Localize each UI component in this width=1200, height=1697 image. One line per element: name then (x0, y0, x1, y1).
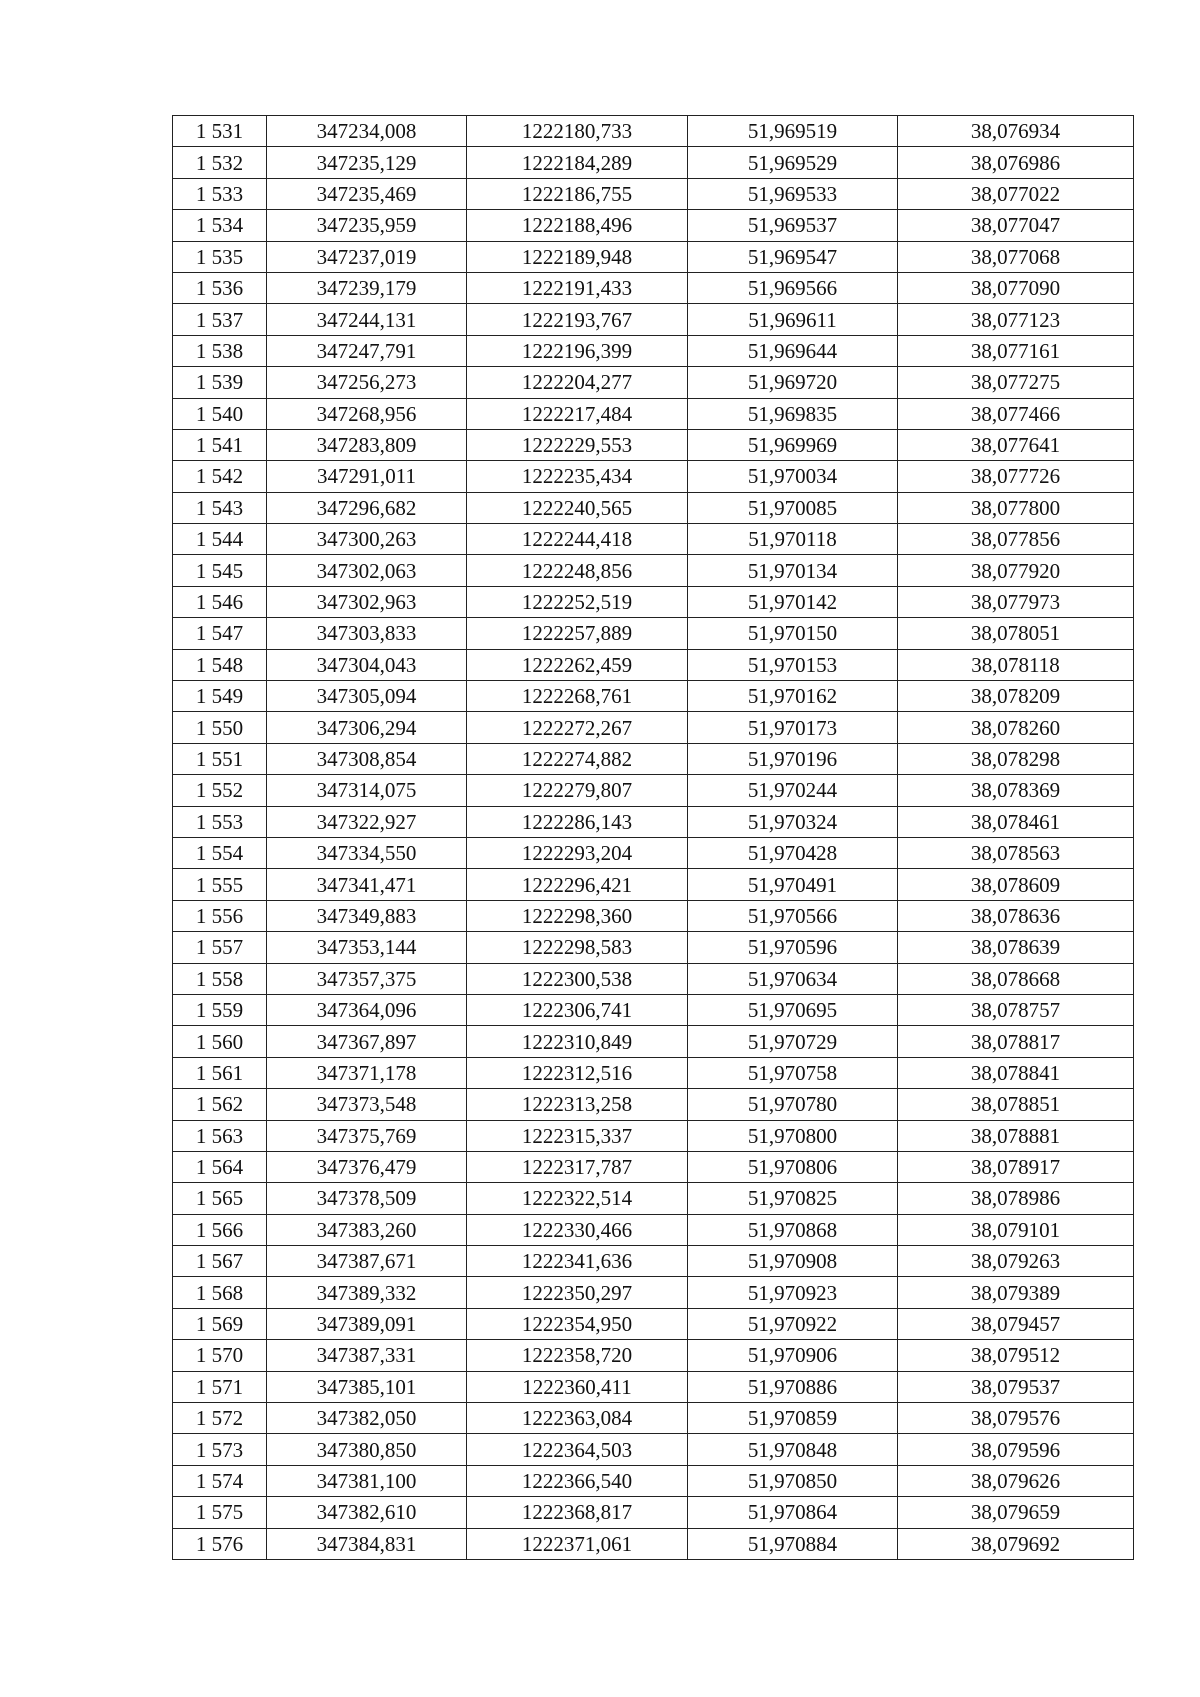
point-number-cell: 1 554 (173, 837, 267, 868)
table-row (173, 712, 1134, 743)
point-number-cell: 1 574 (173, 1465, 267, 1496)
table-row (173, 178, 1134, 209)
latitude-cell: 51,970825 (688, 1183, 898, 1214)
x-coordinate-cell: 347375,769 (267, 1120, 467, 1151)
longitude-cell: 38,078986 (898, 1183, 1134, 1214)
x-coordinate-cell: 347235,469 (267, 178, 467, 209)
latitude-cell: 51,970800 (688, 1120, 898, 1151)
longitude-cell: 38,078851 (898, 1089, 1134, 1120)
point-number-cell: 1 531 (173, 116, 267, 147)
point-number-cell: 1 534 (173, 210, 267, 241)
latitude-cell: 51,970153 (688, 649, 898, 680)
table-row (173, 649, 1134, 680)
longitude-cell: 38,079457 (898, 1308, 1134, 1339)
y-coordinate-cell: 1222268,761 (467, 681, 688, 712)
latitude-cell: 51,970886 (688, 1371, 898, 1402)
y-coordinate-cell: 1222371,061 (467, 1528, 688, 1559)
y-coordinate-cell: 1222363,084 (467, 1403, 688, 1434)
y-coordinate-cell: 1222186,755 (467, 178, 688, 209)
x-coordinate-cell: 347389,332 (267, 1277, 467, 1308)
x-coordinate-cell: 347341,471 (267, 869, 467, 900)
x-coordinate-cell: 347291,011 (267, 461, 467, 492)
table-row (173, 429, 1134, 460)
point-number-cell: 1 557 (173, 932, 267, 963)
longitude-cell: 38,077856 (898, 524, 1134, 555)
latitude-cell: 51,970596 (688, 932, 898, 963)
point-number-cell: 1 540 (173, 398, 267, 429)
point-number-cell: 1 562 (173, 1089, 267, 1120)
point-number-cell: 1 549 (173, 681, 267, 712)
y-coordinate-cell: 1222248,856 (467, 555, 688, 586)
longitude-cell: 38,078881 (898, 1120, 1134, 1151)
x-coordinate-cell: 347303,833 (267, 618, 467, 649)
point-number-cell: 1 539 (173, 367, 267, 398)
latitude-cell: 51,970634 (688, 963, 898, 994)
point-number-cell: 1 548 (173, 649, 267, 680)
latitude-cell: 51,970868 (688, 1214, 898, 1245)
x-coordinate-cell: 347349,883 (267, 900, 467, 931)
y-coordinate-cell: 1222298,583 (467, 932, 688, 963)
x-coordinate-cell: 347387,331 (267, 1340, 467, 1371)
x-coordinate-cell: 347239,179 (267, 272, 467, 303)
y-coordinate-cell: 1222191,433 (467, 272, 688, 303)
longitude-cell: 38,078639 (898, 932, 1134, 963)
x-coordinate-cell: 347235,959 (267, 210, 467, 241)
table-row (173, 1214, 1134, 1245)
longitude-cell: 38,077726 (898, 461, 1134, 492)
x-coordinate-cell: 347387,671 (267, 1246, 467, 1277)
longitude-cell: 38,077800 (898, 492, 1134, 523)
table-row (173, 116, 1134, 147)
point-number-cell: 1 559 (173, 994, 267, 1025)
point-number-cell: 1 576 (173, 1528, 267, 1559)
y-coordinate-cell: 1222235,434 (467, 461, 688, 492)
table-row (173, 555, 1134, 586)
point-number-cell: 1 546 (173, 586, 267, 617)
x-coordinate-cell: 347385,101 (267, 1371, 467, 1402)
latitude-cell: 51,969644 (688, 335, 898, 366)
point-number-cell: 1 542 (173, 461, 267, 492)
y-coordinate-cell: 1222312,516 (467, 1057, 688, 1088)
y-coordinate-cell: 1222189,948 (467, 241, 688, 272)
y-coordinate-cell: 1222306,741 (467, 994, 688, 1025)
point-number-cell: 1 545 (173, 555, 267, 586)
point-number-cell: 1 563 (173, 1120, 267, 1151)
latitude-cell: 51,969566 (688, 272, 898, 303)
y-coordinate-cell: 1222188,496 (467, 210, 688, 241)
point-number-cell: 1 556 (173, 900, 267, 931)
longitude-cell: 38,078298 (898, 743, 1134, 774)
longitude-cell: 38,077090 (898, 272, 1134, 303)
latitude-cell: 51,969529 (688, 147, 898, 178)
longitude-cell: 38,079389 (898, 1277, 1134, 1308)
x-coordinate-cell: 347300,263 (267, 524, 467, 555)
y-coordinate-cell: 1222286,143 (467, 806, 688, 837)
x-coordinate-cell: 347234,008 (267, 116, 467, 147)
table-row (173, 367, 1134, 398)
x-coordinate-cell: 347389,091 (267, 1308, 467, 1339)
y-coordinate-cell: 1222272,267 (467, 712, 688, 743)
x-coordinate-cell: 347268,956 (267, 398, 467, 429)
longitude-cell: 38,078118 (898, 649, 1134, 680)
latitude-cell: 51,970162 (688, 681, 898, 712)
point-number-cell: 1 544 (173, 524, 267, 555)
x-coordinate-cell: 347353,144 (267, 932, 467, 963)
latitude-cell: 51,970244 (688, 775, 898, 806)
x-coordinate-cell: 347364,096 (267, 994, 467, 1025)
point-number-cell: 1 533 (173, 178, 267, 209)
longitude-cell: 38,079576 (898, 1403, 1134, 1434)
latitude-cell: 51,970173 (688, 712, 898, 743)
table-row (173, 869, 1134, 900)
x-coordinate-cell: 347334,550 (267, 837, 467, 868)
table-row (173, 1151, 1134, 1182)
x-coordinate-cell: 347256,273 (267, 367, 467, 398)
x-coordinate-cell: 347371,178 (267, 1057, 467, 1088)
table-row (173, 461, 1134, 492)
table-row (173, 1465, 1134, 1496)
y-coordinate-cell: 1222204,277 (467, 367, 688, 398)
point-number-cell: 1 560 (173, 1026, 267, 1057)
latitude-cell: 51,969537 (688, 210, 898, 241)
table-row (173, 1277, 1134, 1308)
latitude-cell: 51,970034 (688, 461, 898, 492)
longitude-cell: 38,079596 (898, 1434, 1134, 1465)
latitude-cell: 51,970859 (688, 1403, 898, 1434)
point-number-cell: 1 552 (173, 775, 267, 806)
y-coordinate-cell: 1222330,466 (467, 1214, 688, 1245)
y-coordinate-cell: 1222296,421 (467, 869, 688, 900)
table-row (173, 963, 1134, 994)
point-number-cell: 1 555 (173, 869, 267, 900)
point-number-cell: 1 567 (173, 1246, 267, 1277)
table-row (173, 1371, 1134, 1402)
longitude-cell: 38,079101 (898, 1214, 1134, 1245)
point-number-cell: 1 535 (173, 241, 267, 272)
x-coordinate-cell: 347384,831 (267, 1528, 467, 1559)
point-number-cell: 1 537 (173, 304, 267, 335)
y-coordinate-cell: 1222341,636 (467, 1246, 688, 1277)
y-coordinate-cell: 1222358,720 (467, 1340, 688, 1371)
longitude-cell: 38,076934 (898, 116, 1134, 147)
x-coordinate-cell: 347383,260 (267, 1214, 467, 1245)
latitude-cell: 51,970085 (688, 492, 898, 523)
longitude-cell: 38,078260 (898, 712, 1134, 743)
longitude-cell: 38,078609 (898, 869, 1134, 900)
point-number-cell: 1 571 (173, 1371, 267, 1402)
point-number-cell: 1 547 (173, 618, 267, 649)
table-row (173, 932, 1134, 963)
y-coordinate-cell: 1222298,360 (467, 900, 688, 931)
x-coordinate-cell: 347381,100 (267, 1465, 467, 1496)
coordinates-table-body (173, 116, 1134, 1560)
point-number-cell: 1 550 (173, 712, 267, 743)
latitude-cell: 51,970324 (688, 806, 898, 837)
table-row (173, 994, 1134, 1025)
longitude-cell: 38,077068 (898, 241, 1134, 272)
x-coordinate-cell: 347314,075 (267, 775, 467, 806)
x-coordinate-cell: 347304,043 (267, 649, 467, 680)
y-coordinate-cell: 1222317,787 (467, 1151, 688, 1182)
longitude-cell: 38,078917 (898, 1151, 1134, 1182)
longitude-cell: 38,077973 (898, 586, 1134, 617)
y-coordinate-cell: 1222322,514 (467, 1183, 688, 1214)
latitude-cell: 51,969611 (688, 304, 898, 335)
y-coordinate-cell: 1222252,519 (467, 586, 688, 617)
table-row (173, 618, 1134, 649)
table-row (173, 335, 1134, 366)
x-coordinate-cell: 347376,479 (267, 1151, 467, 1182)
longitude-cell: 38,077123 (898, 304, 1134, 335)
latitude-cell: 51,970806 (688, 1151, 898, 1182)
latitude-cell: 51,969519 (688, 116, 898, 147)
x-coordinate-cell: 347382,610 (267, 1497, 467, 1528)
latitude-cell: 51,970758 (688, 1057, 898, 1088)
latitude-cell: 51,970908 (688, 1246, 898, 1277)
y-coordinate-cell: 1222350,297 (467, 1277, 688, 1308)
latitude-cell: 51,970729 (688, 1026, 898, 1057)
point-number-cell: 1 561 (173, 1057, 267, 1088)
x-coordinate-cell: 347373,548 (267, 1089, 467, 1120)
x-coordinate-cell: 347244,131 (267, 304, 467, 335)
table-row (173, 900, 1134, 931)
table-row (173, 1340, 1134, 1371)
latitude-cell: 51,970566 (688, 900, 898, 931)
x-coordinate-cell: 347322,927 (267, 806, 467, 837)
y-coordinate-cell: 1222300,538 (467, 963, 688, 994)
longitude-cell: 38,079692 (898, 1528, 1134, 1559)
table-row (173, 1403, 1134, 1434)
x-coordinate-cell: 347382,050 (267, 1403, 467, 1434)
latitude-cell: 51,970922 (688, 1308, 898, 1339)
longitude-cell: 38,078563 (898, 837, 1134, 868)
table-row (173, 1308, 1134, 1339)
longitude-cell: 38,078817 (898, 1026, 1134, 1057)
table-row (173, 1089, 1134, 1120)
y-coordinate-cell: 1222315,337 (467, 1120, 688, 1151)
table-row (173, 272, 1134, 303)
y-coordinate-cell: 1222184,289 (467, 147, 688, 178)
point-number-cell: 1 570 (173, 1340, 267, 1371)
point-number-cell: 1 565 (173, 1183, 267, 1214)
latitude-cell: 51,970850 (688, 1465, 898, 1496)
table-row (173, 492, 1134, 523)
longitude-cell: 38,079512 (898, 1340, 1134, 1371)
point-number-cell: 1 564 (173, 1151, 267, 1182)
x-coordinate-cell: 347235,129 (267, 147, 467, 178)
longitude-cell: 38,077161 (898, 335, 1134, 366)
x-coordinate-cell: 347378,509 (267, 1183, 467, 1214)
y-coordinate-cell: 1222193,767 (467, 304, 688, 335)
point-number-cell: 1 538 (173, 335, 267, 366)
table-row (173, 524, 1134, 555)
y-coordinate-cell: 1222279,807 (467, 775, 688, 806)
longitude-cell: 38,079263 (898, 1246, 1134, 1277)
point-number-cell: 1 558 (173, 963, 267, 994)
latitude-cell: 51,970864 (688, 1497, 898, 1528)
table-row (173, 1434, 1134, 1465)
longitude-cell: 38,078841 (898, 1057, 1134, 1088)
y-coordinate-cell: 1222180,733 (467, 116, 688, 147)
point-number-cell: 1 553 (173, 806, 267, 837)
y-coordinate-cell: 1222360,411 (467, 1371, 688, 1402)
y-coordinate-cell: 1222229,553 (467, 429, 688, 460)
point-number-cell: 1 541 (173, 429, 267, 460)
table-row (173, 1246, 1134, 1277)
table-row (173, 1497, 1134, 1528)
longitude-cell: 38,077022 (898, 178, 1134, 209)
latitude-cell: 51,969533 (688, 178, 898, 209)
table-row (173, 1057, 1134, 1088)
point-number-cell: 1 569 (173, 1308, 267, 1339)
table-row (173, 398, 1134, 429)
point-number-cell: 1 532 (173, 147, 267, 178)
latitude-cell: 51,969720 (688, 367, 898, 398)
x-coordinate-cell: 347247,791 (267, 335, 467, 366)
latitude-cell: 51,970134 (688, 555, 898, 586)
x-coordinate-cell: 347357,375 (267, 963, 467, 994)
point-number-cell: 1 551 (173, 743, 267, 774)
y-coordinate-cell: 1222262,459 (467, 649, 688, 680)
x-coordinate-cell: 347380,850 (267, 1434, 467, 1465)
latitude-cell: 51,970906 (688, 1340, 898, 1371)
table-row (173, 304, 1134, 335)
table-row (173, 1120, 1134, 1151)
latitude-cell: 51,970142 (688, 586, 898, 617)
x-coordinate-cell: 347237,019 (267, 241, 467, 272)
x-coordinate-cell: 347305,094 (267, 681, 467, 712)
longitude-cell: 38,078461 (898, 806, 1134, 837)
y-coordinate-cell: 1222196,399 (467, 335, 688, 366)
latitude-cell: 51,970150 (688, 618, 898, 649)
latitude-cell: 51,970780 (688, 1089, 898, 1120)
longitude-cell: 38,078051 (898, 618, 1134, 649)
x-coordinate-cell: 347296,682 (267, 492, 467, 523)
longitude-cell: 38,078757 (898, 994, 1134, 1025)
x-coordinate-cell: 347302,963 (267, 586, 467, 617)
table-row (173, 743, 1134, 774)
latitude-cell: 51,970428 (688, 837, 898, 868)
longitude-cell: 38,077466 (898, 398, 1134, 429)
y-coordinate-cell: 1222368,817 (467, 1497, 688, 1528)
latitude-cell: 51,970196 (688, 743, 898, 774)
longitude-cell: 38,079626 (898, 1465, 1134, 1496)
point-number-cell: 1 572 (173, 1403, 267, 1434)
x-coordinate-cell: 347302,063 (267, 555, 467, 586)
longitude-cell: 38,079659 (898, 1497, 1134, 1528)
coordinates-table (172, 115, 1134, 1560)
y-coordinate-cell: 1222293,204 (467, 837, 688, 868)
y-coordinate-cell: 1222274,882 (467, 743, 688, 774)
y-coordinate-cell: 1222313,258 (467, 1089, 688, 1120)
x-coordinate-cell: 347283,809 (267, 429, 467, 460)
point-number-cell: 1 536 (173, 272, 267, 303)
table-row (173, 837, 1134, 868)
y-coordinate-cell: 1222244,418 (467, 524, 688, 555)
latitude-cell: 51,970884 (688, 1528, 898, 1559)
point-number-cell: 1 568 (173, 1277, 267, 1308)
table-row (173, 806, 1134, 837)
table-row (173, 241, 1134, 272)
latitude-cell: 51,970848 (688, 1434, 898, 1465)
y-coordinate-cell: 1222240,565 (467, 492, 688, 523)
longitude-cell: 38,078636 (898, 900, 1134, 931)
point-number-cell: 1 543 (173, 492, 267, 523)
table-row (173, 147, 1134, 178)
latitude-cell: 51,969969 (688, 429, 898, 460)
latitude-cell: 51,969547 (688, 241, 898, 272)
y-coordinate-cell: 1222310,849 (467, 1026, 688, 1057)
latitude-cell: 51,969835 (688, 398, 898, 429)
latitude-cell: 51,970923 (688, 1277, 898, 1308)
x-coordinate-cell: 347367,897 (267, 1026, 467, 1057)
point-number-cell: 1 573 (173, 1434, 267, 1465)
longitude-cell: 38,078668 (898, 963, 1134, 994)
longitude-cell: 38,077641 (898, 429, 1134, 460)
table-row (173, 775, 1134, 806)
y-coordinate-cell: 1222217,484 (467, 398, 688, 429)
longitude-cell: 38,078369 (898, 775, 1134, 806)
longitude-cell: 38,077275 (898, 367, 1134, 398)
longitude-cell: 38,078209 (898, 681, 1134, 712)
longitude-cell: 38,076986 (898, 147, 1134, 178)
x-coordinate-cell: 347308,854 (267, 743, 467, 774)
longitude-cell: 38,077047 (898, 210, 1134, 241)
longitude-cell: 38,079537 (898, 1371, 1134, 1402)
table-row (173, 210, 1134, 241)
point-number-cell: 1 566 (173, 1214, 267, 1245)
latitude-cell: 51,970118 (688, 524, 898, 555)
y-coordinate-cell: 1222354,950 (467, 1308, 688, 1339)
y-coordinate-cell: 1222364,503 (467, 1434, 688, 1465)
table-row (173, 1183, 1134, 1214)
longitude-cell: 38,077920 (898, 555, 1134, 586)
table-row (173, 681, 1134, 712)
table-row (173, 586, 1134, 617)
point-number-cell: 1 575 (173, 1497, 267, 1528)
table-row (173, 1528, 1134, 1559)
y-coordinate-cell: 1222366,540 (467, 1465, 688, 1496)
table-row (173, 1026, 1134, 1057)
y-coordinate-cell: 1222257,889 (467, 618, 688, 649)
latitude-cell: 51,970695 (688, 994, 898, 1025)
x-coordinate-cell: 347306,294 (267, 712, 467, 743)
latitude-cell: 51,970491 (688, 869, 898, 900)
